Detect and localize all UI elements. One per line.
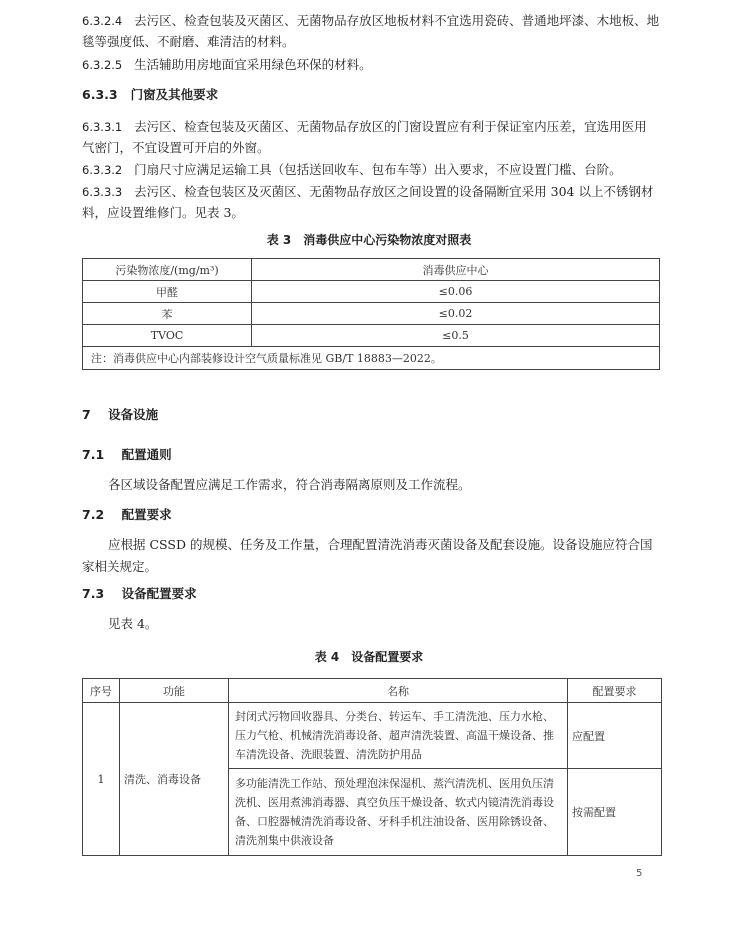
- value-cell: ≤0.02: [252, 303, 660, 325]
- clause-text: 去污区、检查包装及灭菌区、无菌物品存放区的门窗设置应有利于保证室内压差，宜选用医用: [134, 119, 647, 134]
- section-7-3-heading: [82, 585, 197, 603]
- clause-text-continued: 气密门，不宜设置可开启的外窗。: [82, 140, 270, 155]
- seq-cell: 1: [83, 703, 120, 856]
- value-cell: ≤0.5: [252, 325, 660, 347]
- clause-number: 6.3.2.5: [82, 58, 123, 72]
- clause-text: 去污区、检查包装及灭菌区、无菌物品存放区地板材料不宜选用瓷砖、普通地坪漆、木地板、地: [134, 13, 660, 28]
- table-header-row: [83, 679, 662, 703]
- section-7-2-heading: [82, 506, 172, 524]
- table-header-cell: 污染物浓度/(mg/m³): [83, 259, 252, 281]
- clause-text: 门扇尺寸应满足运输工具（包括送回收车、包布车等）出入要求，不应设置门槛、台阶。: [134, 162, 622, 177]
- table-header-row: [83, 259, 660, 281]
- pollutant-cell: 甲醛: [83, 281, 252, 303]
- clause-text-continued: 料，应设置维修门。见表 3。: [82, 205, 244, 220]
- section-6-3-3-heading: [82, 86, 218, 104]
- table-header-cell: 消毒供应中心: [252, 259, 660, 281]
- clause-number: 6.3.3.2: [82, 163, 123, 177]
- value-cell: ≤0.06: [252, 281, 660, 303]
- section-number: 7.2: [82, 507, 105, 522]
- table-row: [83, 303, 660, 325]
- clause-text: 去污区、检查包装区及灭菌区、无菌物品存放区之间设置的设备隔断宜采用 304 以上不锈钢材: [134, 184, 654, 199]
- clause-6-3-3-1: [82, 118, 647, 136]
- section-title: 配置要求: [121, 507, 172, 522]
- clause-6-3-2-5: [82, 56, 372, 74]
- table-note: 注：消毒供应中心内部装修设计空气质量标准见 GB/T 18883—2022。: [83, 347, 660, 370]
- pollutant-cell: 苯: [83, 303, 252, 325]
- table-4: [82, 678, 662, 856]
- section-7-1-text: 各区域设备配置应满足工作需求，符合消毒隔离原则及工作流程。: [108, 477, 471, 492]
- table-row: [83, 703, 662, 769]
- section-7-2-text: 应根据 CSSD 的规模、任务及工作量，合理配置清洗消毒灭菌设备及配套设施。设备设施应符合国: [108, 537, 653, 552]
- equipment-name-cell: 多功能清洗工作站、预处理泡沫保湿机、蒸汽清洗机、医用负压清洗机、医用煮沸消毒器、真空负压干燥设备、软式内镜清洗消毒设备、口腔器械清洗消毒设备、牙科手机注油设备、医用除锈设备、清洗剂集中供液设备: [229, 769, 568, 856]
- table-header-cell: 名称: [229, 679, 568, 703]
- pollutant-cell: TVOC: [83, 325, 252, 347]
- table-row: [83, 325, 660, 347]
- clause-number: 6.3.2.4: [82, 14, 123, 28]
- table-header-cell: 序号: [83, 679, 120, 703]
- clause-text-continued: 毯等强度低、不耐磨、难清洁的材料。: [82, 34, 295, 49]
- clause-text: 生活辅助用房地面宜采用绿色环保的材料。: [134, 57, 372, 72]
- section-title: 配置通则: [121, 447, 172, 462]
- section-7-heading: [82, 406, 158, 424]
- section-title: 设备配置要求: [121, 586, 197, 601]
- clause-6-3-3-3: [82, 183, 653, 201]
- section-title: 设备设施: [108, 407, 159, 422]
- section-number: 7.1: [82, 447, 105, 462]
- section-title: 门窗及其他要求: [130, 87, 219, 102]
- section-number: 6.3.3: [82, 87, 118, 102]
- table-3-caption: 表 3 消毒供应中心污染物浓度对照表: [266, 233, 472, 247]
- clause-6-3-2-4: [82, 12, 659, 30]
- section-7-1-heading: [82, 446, 172, 464]
- page-number: 5: [636, 868, 643, 879]
- section-number: 7: [82, 407, 91, 422]
- equipment-name-cell: 封闭式污物回收器具、分类台、转运车、手工清洗池、压力水枪、压力气枪、机械清洗消毒设备、超声清洗装置、高温干燥设备、推车清洗设备、洗眼装置、清洗防护用品: [229, 703, 568, 769]
- table-header-cell: 功能: [120, 679, 229, 703]
- config-requirement-cell: 按需配置: [568, 769, 662, 856]
- clause-number: 6.3.3.1: [82, 120, 123, 134]
- config-requirement-cell: 应配置: [568, 703, 662, 769]
- section-number: 7.3: [82, 586, 105, 601]
- clause-6-3-3-2: [82, 161, 622, 179]
- table-note-row: [83, 347, 660, 370]
- table-3: [82, 258, 660, 370]
- function-cell: 清洗、消毒设备: [120, 703, 229, 856]
- table-4-caption: 表 4 设备配置要求: [314, 650, 424, 664]
- clause-number: 6.3.3.3: [82, 185, 123, 199]
- table-row: [83, 281, 660, 303]
- section-7-3-text: 见表 4。: [108, 616, 158, 631]
- table-header-cell: 配置要求: [568, 679, 662, 703]
- section-7-2-text-continued: 家相关规定。: [82, 559, 158, 574]
